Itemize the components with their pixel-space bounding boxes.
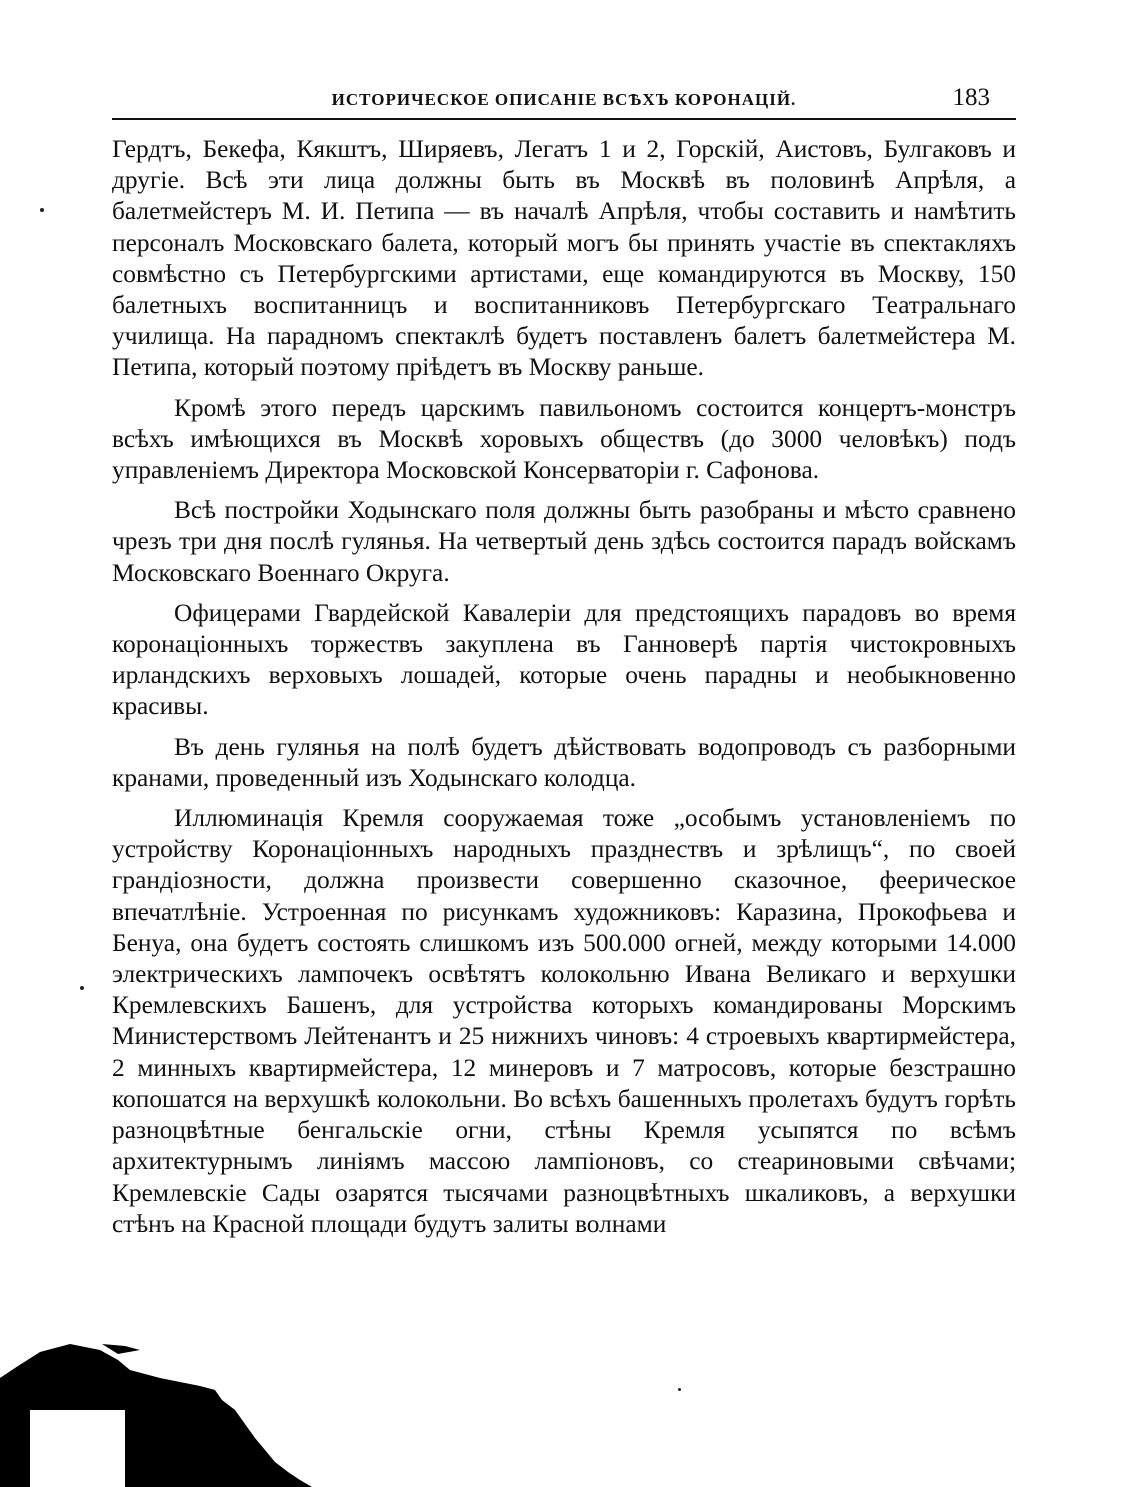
body-text (112, 134, 1016, 1240)
paragraph-6: Иллюминація Кремля сооружаемая тоже „особымъ установленіемъ по устройству Коронаціонныхъ народныхъ празднествъ и зрѣлищъ“, по своей грандіозности, должна произвести совершенно сказочное, феерическое впечатлѣніе. Устроенная по рисункамъ художниковъ: Каразина, Прокофьева и Бенуа, она будетъ состоять слишкомъ изъ 500.000 огней, между которыми 14.000 электрическихъ лампочекъ освѣтятъ колокольню Ивана Великаго и верхушки Кремлевскихъ Башенъ, для устройства которыхъ командированы Морскимъ Министерствомъ Лейтенантъ и 25 нижнихъ чиновъ: 4 строевыхъ квартирмейстера, 2 минныхъ квартирмейстера, 12 минеровъ и 7 матросовъ, которые безстрашно копошатся на верхушкѣ колокольни. Во всѣхъ башенныхъ пролетахъ будутъ горѣть разноцвѣтные бенгальскіе огни, стѣны Кремля усыпятся по всѣмъ архитектурнымъ линіямъ массою лампіоновъ, со стеариновыми свѣчами; Кремлевскіе Сады озарятся тысячами разноцвѣтныхъ шкаликовъ, а верхушки стѣнъ на Красной площади будутъ залиты волнами (112, 804, 1016, 1238)
running-head (112, 82, 1016, 120)
paragraph-3: Всѣ постройки Ходынскаго поля должны быть разобраны и мѣсто сравнено чрезъ три дня послѣ гулянья. На четвертый день здѣсь состоится парадъ войскамъ Московскаго Военнаго Округа. (112, 496, 1016, 587)
book-page (112, 82, 1016, 1249)
scan-speck (678, 1388, 681, 1391)
scan-speck (80, 986, 84, 990)
page-number: 183 (952, 84, 990, 111)
paragraph-5: Въ день гулянья на полѣ будетъ дѣйствовать водопроводъ съ разборными кранами, проведенный изъ Ходынскаго колодца. (112, 732, 1016, 792)
scan-ink-blot (0, 1330, 320, 1487)
paragraph-4: Офицерами Гвардейской Кавалеріи для предстоящихъ парадовъ во время коронаціонныхъ торжествъ закуплена въ Ганноверѣ партія чистокровныхъ ирландскихъ верховыхъ лошадей, которые очень парадны и необыкновенно красивы. (112, 598, 1016, 721)
running-title: ИСТОРИЧЕСКОЕ ОПИСАНІЕ ВСѢХЪ КОРОНАЦІЙ. (331, 90, 797, 109)
scan-speck (40, 208, 44, 212)
paragraph-1: Гердтъ, Бекефа, Кякштъ, Ширяевъ, Легатъ 1 и 2, Горскій, Аистовъ, Булгаковъ и другіе. Всѣ эти лица должны быть въ Москвѣ въ половинѣ Апрѣля, а балетмейстеръ М. И. Петипа — въ началѣ Апрѣля, чтобы составить и намѣтить персоналъ Московскаго балета, который могъ бы принять участіе въ спектакляхъ совмѣстно съ Петербургскими артистами, еще командируются въ Москву, 150 балетныхъ воспитанницъ и воспитанниковъ Петербургскаго Театральнаго училища. На парадномъ спектаклѣ будетъ поставленъ балетъ балетмейстера М. Петипа, который поэтому пріѣдетъ въ Москву раньше. (112, 135, 1016, 382)
paragraph-2: Кромѣ этого передъ царскимъ павильономъ состоится концертъ-монстръ всѣхъ имѣющихся въ Москвѣ хоровыхъ обществъ (до 3000 человѣкъ) подъ управленіемъ Директора Московской Консерваторіи г. Сафонова. (112, 393, 1016, 485)
